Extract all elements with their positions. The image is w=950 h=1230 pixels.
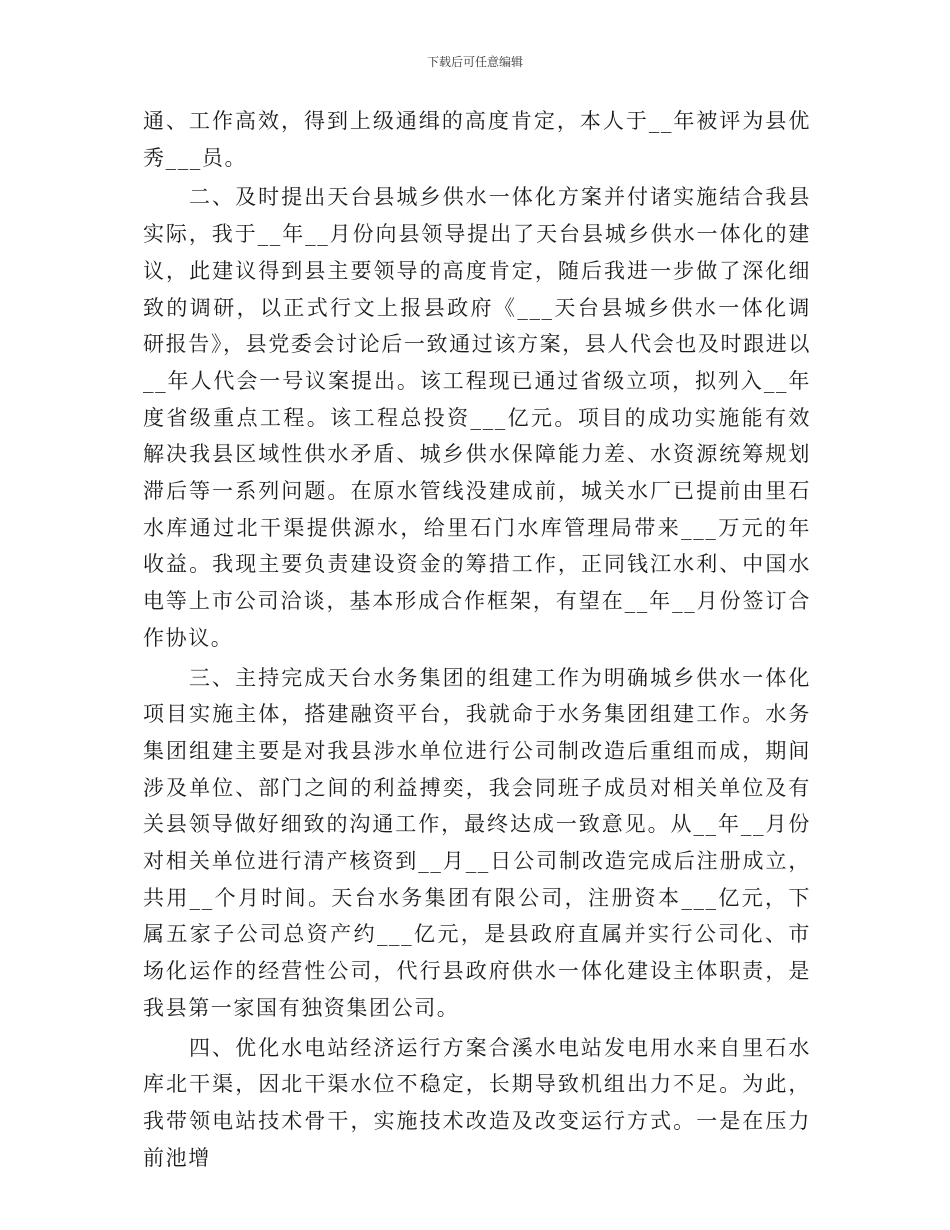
paragraph-section-4: 四、优化水电站经济运行方案合溪水电站发电用水来自里石水库北干渠，因北干渠水位不稳定，长期导致机组出力不足。为此，我带领电站技术骨干，实施技术改造及改变运行方式。一是在压力前池增 (143, 1035, 811, 1170)
paragraph-continuation: 通、工作高效，得到上级通缉的高度肯定，本人于__年被评为县优秀___员。 (143, 109, 811, 170)
paragraph-section-3: 三、主持完成天台水务集团的组建工作为明确城乡供水一体化项目实施主体，搭建融资平台，我就命于水务集团组建工作。水务集团组建主要是对我县涉水单位进行公司制改造后重组而成，期间涉及单位、部门之间的利益搏奕，我会同班子成员对相关单位及有关县领导做好细致的沟通工作，最终达成一致意见。从__年__月份对相关单位进行清产核资到__月__日公司制改造完成后注册成立，共用__个月时间。天台水务集团有限公司，注册资本___亿元，下属五家子公司总资产约___亿元，是县政府直属并实行公司化、市场化运作的经营性公司，代行县政府供水一体化建设主体职责，是我县第一家国有独资集团公司。 (143, 665, 811, 1020)
document-body (143, 103, 811, 1176)
page-header: 下载后可任意编辑 (426, 55, 523, 69)
paragraph-section-2: 二、及时提出天台县城乡供水一体化方案并付诸实施结合我县实际，我于__年__月份向县领导提出了天台县城乡供水一体化的建议，此建议得到县主要领导的高度肯定，随后我进一步做了深化细致的调研，以正式行文上报县政府《___天台县城乡供水一体化调研报告》，县党委会讨论后一致通过该方案，县人代会也及时跟进以__年人代会一号议案提出。该工程现已通过省级立项，拟列入__年度省级重点工程。该工程总投资___亿元。项目的成功实施能有效解决我县区域性供水矛盾、城乡供水保障能力差、水资源统筹规划滞后等一系列问题。在原水管线没建成前，城关水厂已提前由里石水库通过北干渠提供源水，给里石门水库管理局带来___万元的年收益。我现主要负责建设资金的筹措工作，正同钱江水利、中国水电等上市公司洽谈，基本形成合作框架，有望在__年__月份签订合作协议。 (143, 185, 811, 650)
